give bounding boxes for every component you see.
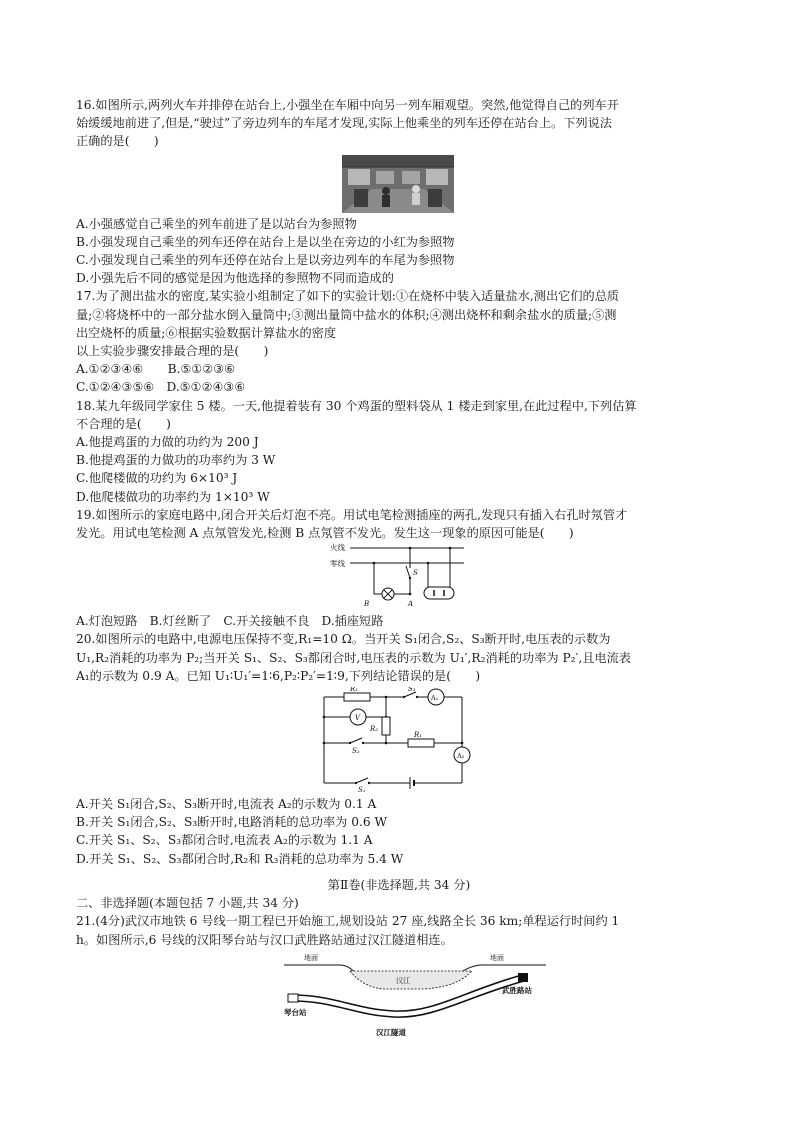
q17-stem-line3: 出空烧杯的质量;⑥根据实验数据计算盐水的密度 <box>76 325 337 340</box>
q20-option-d: D.开关 S₁、S₂、S₃都闭合时,R₂和 R₃消耗的总功率为 5.4 W <box>76 851 404 866</box>
q17-stem-line2: 量;②将烧杯中的一部分盐水倒入量筒中;③测出量筒中盐水的体积;④测出烧杯和剩余盐水的质量;⑤测 <box>76 307 617 322</box>
river-water <box>350 971 472 989</box>
switch-s-label: S <box>413 569 418 578</box>
live-wire-label: 火线 <box>330 543 345 553</box>
q16-option-c: C.小强发现自己乘坐的列车还停在站台上是以旁边列车的车尾为参照物 <box>76 253 455 268</box>
q18-option-a: A.他提鸡蛋的力做的功约为 200 J <box>76 435 259 450</box>
resistor-r2 <box>382 717 390 735</box>
station-right-marker <box>518 973 528 982</box>
s1-label: S₁ <box>358 786 366 794</box>
q17-options-ab: A.①②③④⑥ B.⑤①②③⑥ <box>76 362 236 377</box>
resistor-r1-top <box>344 693 370 701</box>
ground-right-label: 地面 <box>490 953 504 962</box>
station-left-label: 琴台站 <box>284 1007 307 1017</box>
q18-option-d: D.他爬楼做功的功率约为 1×10³ W <box>76 489 270 504</box>
r2-label: R₂ <box>370 725 379 734</box>
tunnel-label: 汉江隧道 <box>376 1027 406 1037</box>
question-16 <box>76 96 722 287</box>
voltmeter-label: V <box>355 714 361 723</box>
q21-stem-line2: h。如图所示,6 号线的汉阳琴台站与汉口武胜路站通过汉江隧道相连。 <box>76 932 453 947</box>
q20-stem-line1: 20.如图所示的电路中,电源电压保持不变,R₁=10 Ω。当开关 S₁闭合,S₂、S₃断开时,电压表的示数为 <box>76 632 611 647</box>
r1-top-label: R₁ <box>350 687 359 694</box>
q19-stem-line2: 发光。用试电笔检测 A 点氖管发光,检测 B 点氖管不发光。发生这一现象的原因可能是( ) <box>76 526 574 541</box>
q19-options: A.灯泡短路 B.灯丝断了 C.开关接触不良 D.插座短路 <box>76 614 384 629</box>
q20-option-c: C.开关 S₁、S₂、S₃都闭合时,电流表 A₂的示数为 1.1 A <box>76 833 373 848</box>
station-right-label: 武胜路站 <box>502 985 532 995</box>
q20-option-a: A.开关 S₁闭合,S₂、S₃断开时,电流表 A₂的示数为 0.1 A <box>76 797 377 812</box>
battery-icon <box>410 777 414 789</box>
q18-stem-line2: 不合理的是( ) <box>76 416 171 431</box>
station-left-marker <box>288 994 298 1002</box>
ammeter-a1-label: A₁ <box>431 694 439 703</box>
r1-bottom-label: R₁ <box>414 731 423 740</box>
q18-stem-line1: 18.某九年级同学家住 5 楼。一天,他提着装有 30 个鸡蛋的塑料袋从 1 楼走到家里,在此过程中,下列估算 <box>76 398 637 413</box>
q17-options-cd: C.①②④③⑤⑥ D.⑤①②④③⑥ <box>76 380 246 395</box>
q17-stem-line1: 17.为了测出盐水的密度,某实验小组制定了如下的实验计划:①在烧杯中装入适量盐水,测出它们的总质 <box>76 289 620 304</box>
question-17 <box>76 287 722 396</box>
q20-option-b: B.开关 S₁闭合,S₂、S₃断开时,电路消耗的总功率为 0.6 W <box>76 815 388 830</box>
household-circuit-diagram <box>328 542 468 610</box>
q16-option-b: B.小强发现自己乘坐的列车还停在站台上是以坐在旁边的小红为参照物 <box>76 234 455 249</box>
river-tunnel-diagram <box>284 951 546 1039</box>
point-a-label: A <box>408 600 414 609</box>
q18-option-b: B.他提鸡蛋的力做功的功率约为 3 W <box>76 453 276 468</box>
section-2-title: 第Ⅱ卷(非选择题,共 34 分) <box>327 877 471 892</box>
q18-option-c: C.他爬楼做的功约为 6×10³ J <box>76 471 238 486</box>
s3-label: S₃ <box>408 687 416 694</box>
q16-option-d: D.小强先后不同的感觉是因为他选择的参照物不同而造成的 <box>76 271 394 286</box>
switch-s2-icon <box>349 738 364 744</box>
section-2-heading: 二、非选择题(本题包括 7 小题,共 34 分) <box>76 896 299 911</box>
switch-s1-icon <box>355 778 370 784</box>
river-label: 汉江 <box>396 976 410 985</box>
socket-icon <box>424 587 454 599</box>
neutral-wire-label: 零线 <box>330 559 345 569</box>
q16-stem-line1: 16.如图所示,两列火车并排停在站台上,小强坐在车厢中向另一列车厢观望。突然,他觉得自己的列车开 <box>76 98 619 112</box>
question-18 <box>76 397 722 506</box>
question-21 <box>76 912 722 1038</box>
s2-label: S₂ <box>352 747 360 756</box>
train-carriage-photo <box>342 155 454 213</box>
q19-stem-line1: 19.如图所示的家庭电路中,闭合开关后灯泡不亮。用试电笔检测插座的两孔,发现只有插入右孔时氖管才 <box>76 507 628 522</box>
exam-page <box>76 96 722 1039</box>
resistor-r1-bottom <box>408 739 434 747</box>
q20-stem-line3: A₁的示数为 0.9 A。已知 U₁∶U₁′=1∶6,P₂∶P₂′=1∶9,下列结论错误的是( ) <box>76 668 481 683</box>
q16-stem-line2: 始缓缓地前进了,但是,“驶过”了旁边列车的车尾才发现,实际上他乘坐的列车还停在站台上。下列说法 <box>76 116 612 131</box>
q20-stem-line2: U₁,R₂消耗的功率为 P₂;当开关 S₁、S₂、S₃都闭合时,电压表的示数为 U₁′,R₂消耗的功率为 P₂′,且电流表 <box>76 650 631 665</box>
point-b-label: B <box>364 600 370 609</box>
q16-option-a: A.小强感觉自己乘坐的列车前进了是以站台为参照物 <box>76 216 357 231</box>
q16-stem-line3: 正确的是( ) <box>76 134 159 149</box>
q17-stem-line4: 以上实验步骤安排最合理的是( ) <box>76 344 269 359</box>
ground-left-label: 地面 <box>304 953 318 962</box>
lamp-icon <box>382 588 394 600</box>
question-19 <box>76 506 722 631</box>
resistor-circuit-diagram <box>320 687 516 793</box>
question-20 <box>76 630 722 867</box>
q21-stem-line1: 21.(4分)武汉市地铁 6 号线一期工程已开始施工,规划设站 27 座,线路全长 36 km;单程运行时间约 1 <box>76 914 620 929</box>
ammeter-a2-label: A₂ <box>457 752 465 761</box>
